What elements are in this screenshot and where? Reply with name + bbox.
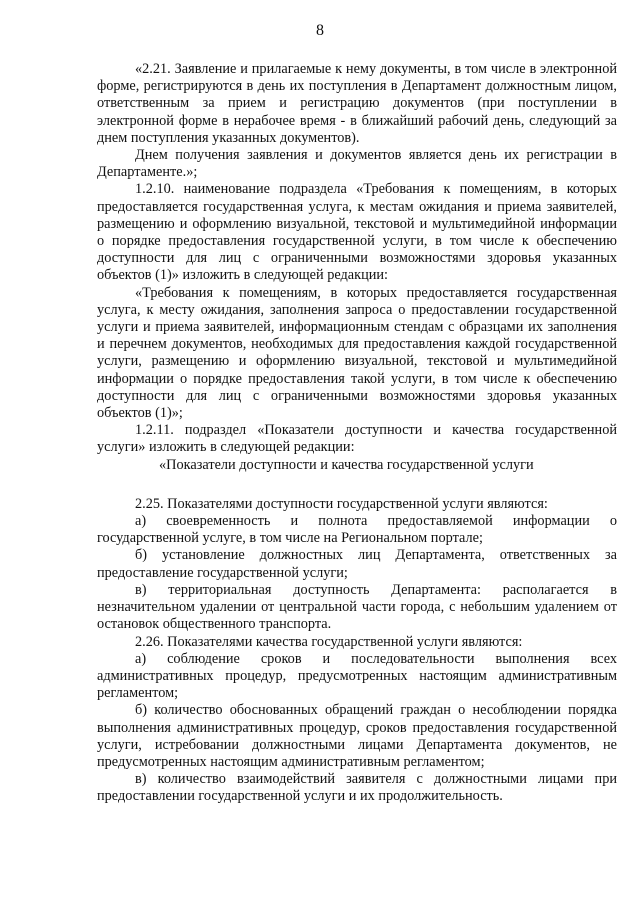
paragraph: а) соблюдение сроков и последовательности выполнения всех административных процедур, предусмотренных настоящим административным регламентом; bbox=[97, 650, 617, 702]
paragraph: б) установление должностных лиц Департамента, ответственных за предоставление государственной услуги; bbox=[97, 547, 617, 581]
spacer bbox=[97, 474, 617, 496]
paragraph: б) количество обоснованных обращений граждан о несоблюдении порядка выполнения административных процедур, сроков предоставления государственной услуги, истребовании должностными лицами Департамента документов, не предусмотренных настоящим административным регламентом; bbox=[97, 702, 617, 770]
paragraph: 1.2.11. подраздел «Показатели доступности и качества государственной услуги» изложить в следующей редакции: bbox=[97, 422, 617, 456]
paragraph: 2.25. Показателями доступности государственной услуги являются: bbox=[135, 495, 548, 512]
paragraph: «2.21. Заявление и прилагаемые к нему документы, в том числе в электронной форме, регистрируются в день их поступления в Департамент должностным лицом, ответственным за прием и регистрацию документов (при поступлении в электронной форме в нерабочее время - в ближайший рабочий день, следующий за днем поступления указанных документов). bbox=[97, 61, 617, 146]
paragraph: 1.2.10. наименование подраздела «Требования к помещениям, в которых предоставляется государственная услуга, к местам ожидания и приема заявителей, размещению и оформлению визуальной, текстовой и мультимедийной информации о порядке предоставления государственной услуги, в том числе к обеспечению доступности для лиц с ограниченными возможностями здоровья указанных объектов (1)» изложить в следующей редакции: bbox=[97, 181, 617, 284]
paragraph: в) количество взаимодействий заявителя с должностными лицами при предоставлении государственной услуги и их продолжительность. bbox=[97, 771, 617, 805]
paragraph: 2.26. Показателями качества государственной услуги являются: bbox=[135, 633, 523, 650]
paragraph: Днем получения заявления и документов является день их регистрации в Департаменте.»; bbox=[97, 147, 617, 181]
section-heading: «Показатели доступности и качества государственной услуги bbox=[159, 456, 534, 473]
page-number: 8 bbox=[316, 22, 324, 39]
document-body bbox=[97, 61, 617, 806]
paragraph: а) своевременность и полнота предоставляемой информации о государственной услуге, в том числе на Региональном портале; bbox=[97, 513, 617, 547]
paragraph: в) территориальная доступность Департамента: располагается в незначительном удалении от центральной части города, с небольшим удалением от остановок общественного транспорта. bbox=[97, 581, 617, 633]
paragraph: «Требования к помещениям, в которых предоставляется государственная услуга, к месту ожидания, заполнения запроса о предоставлении государственной услуги и приема заявителей, информационным стендам с образцами их заполнения и перечнем документов, необходимых для предоставления каждой государственной услуги, размещению и оформлению визуальной, текстовой и мультимедийной информации о порядке предоставления такой услуги, в том числе к обеспечению доступности для лиц с ограниченными возможностями здоровья указанных объектов (1)»; bbox=[97, 284, 617, 422]
